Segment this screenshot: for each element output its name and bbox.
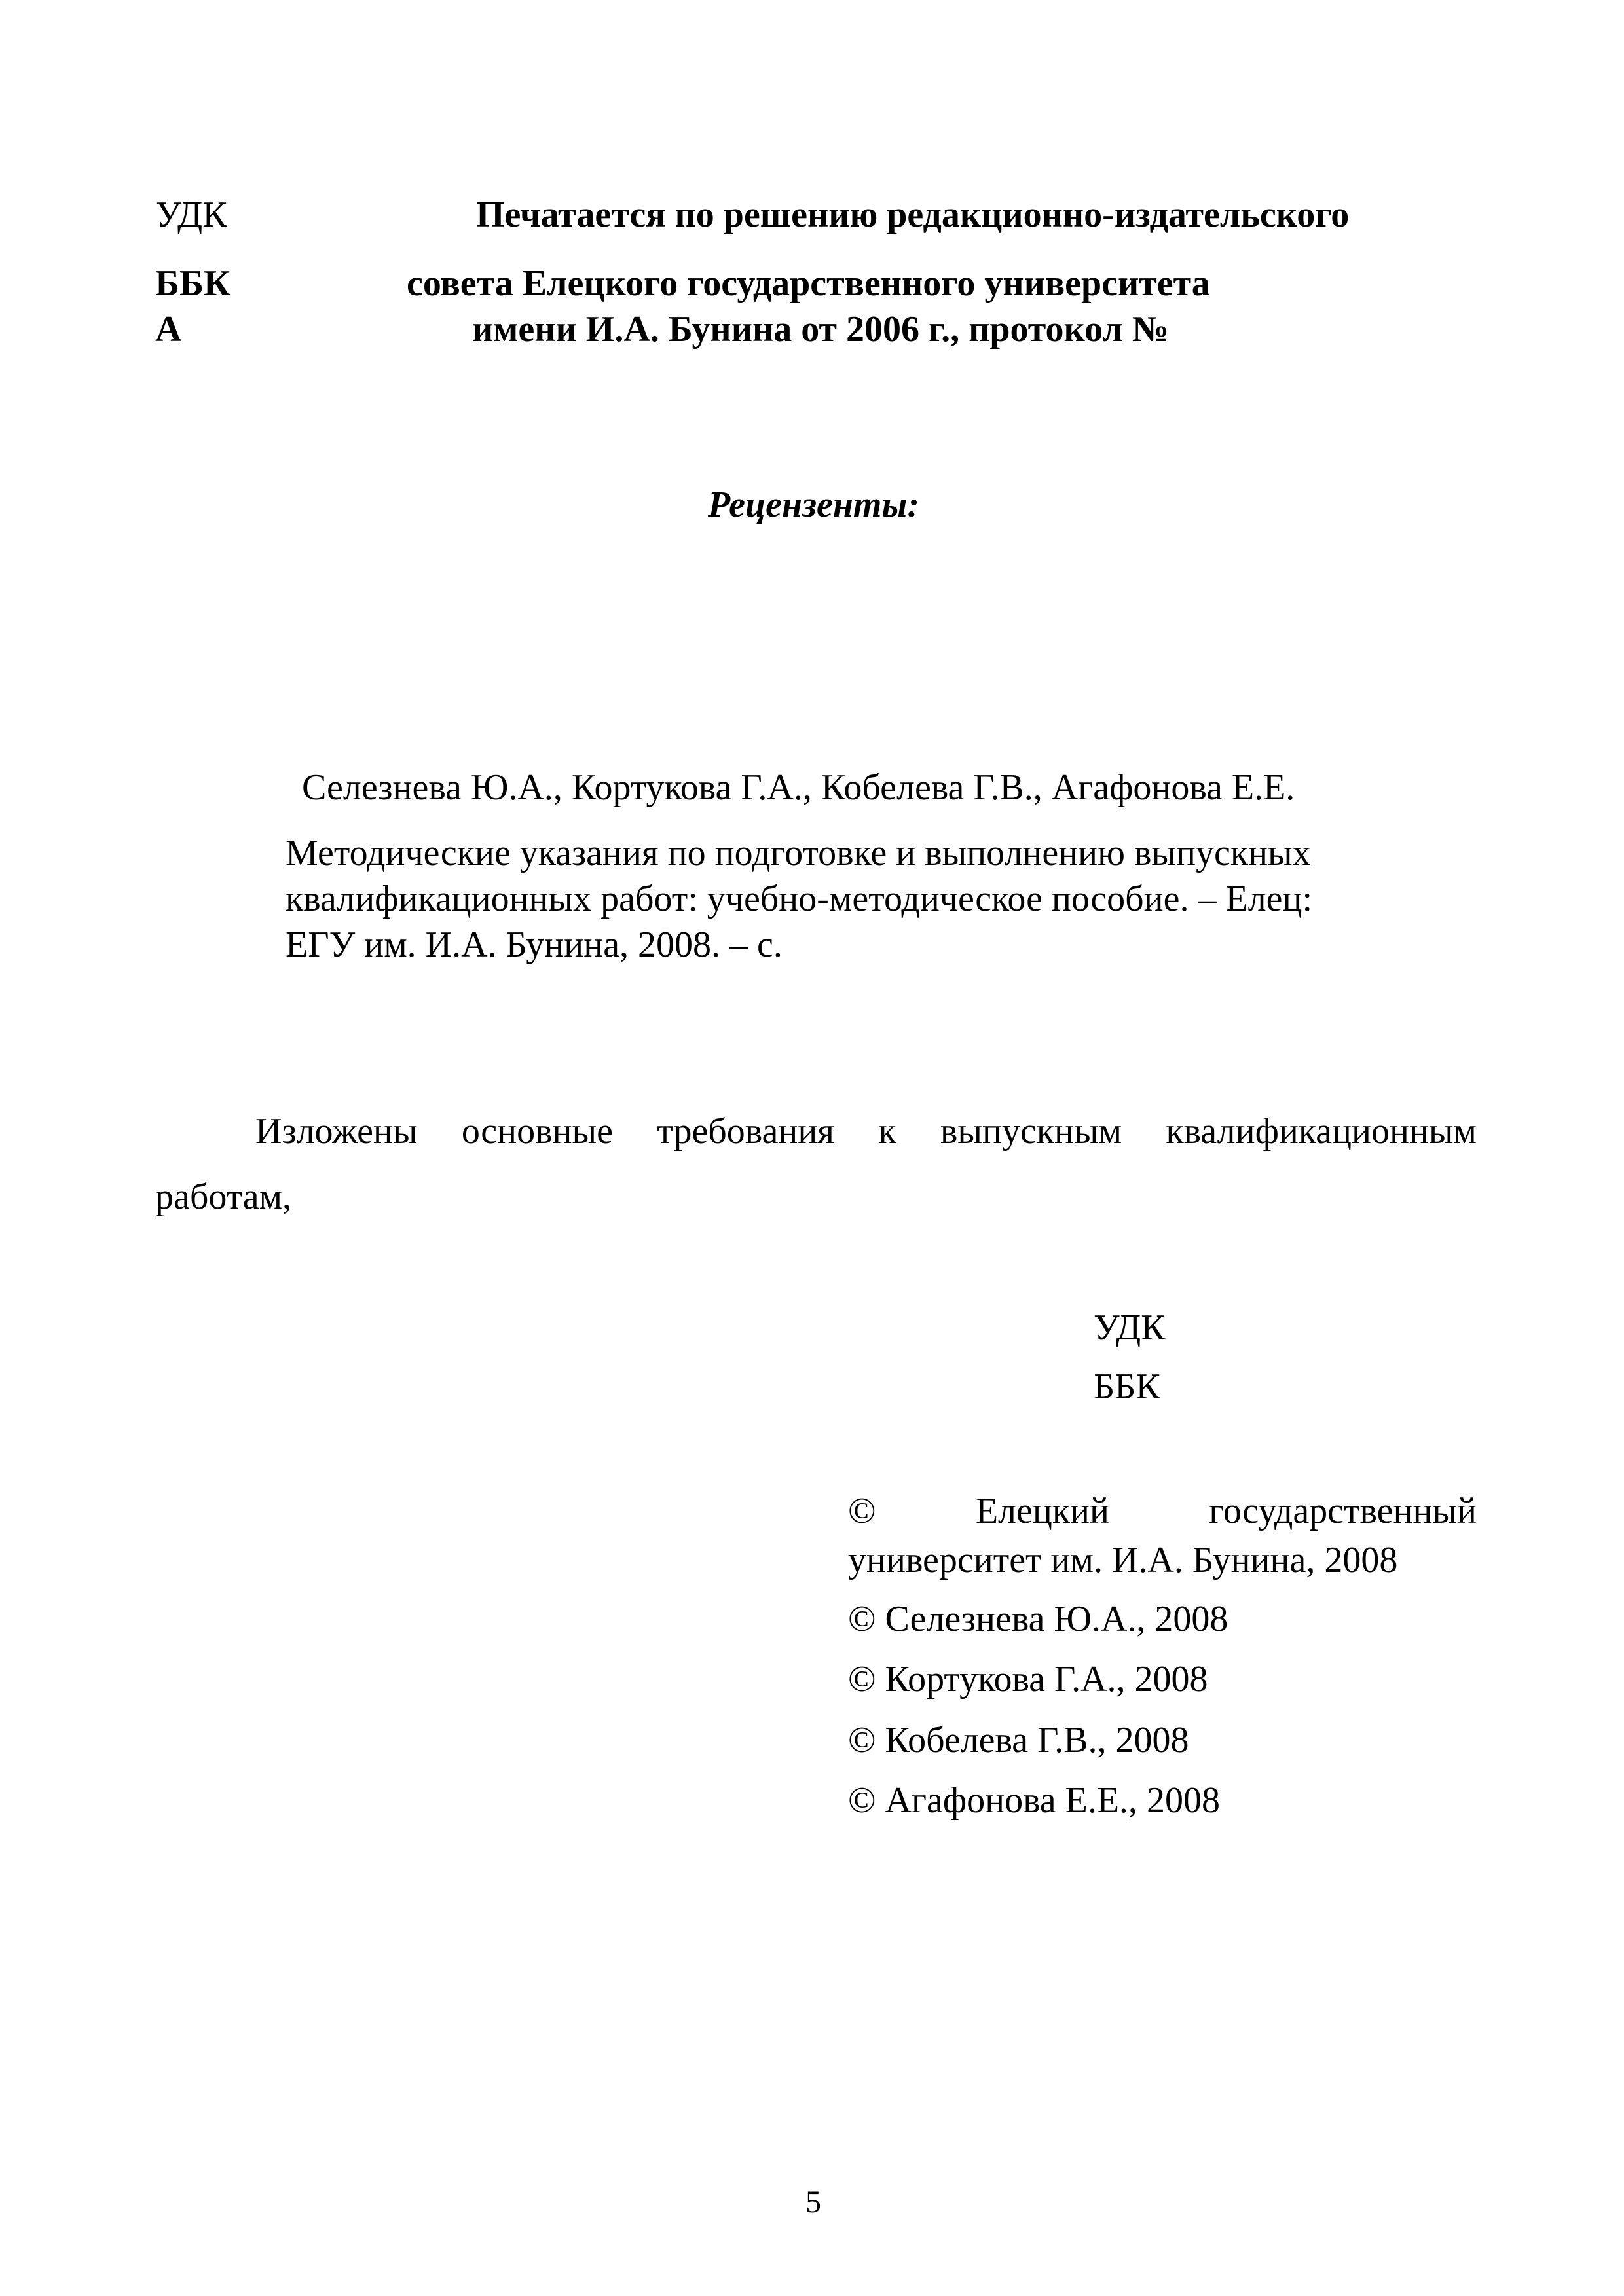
abstract-word: к: [878, 1111, 896, 1152]
abstract-line-1: [255, 1113, 1477, 1150]
copyright-author-1: © Селезнева Ю.А., 2008: [848, 1599, 1228, 1639]
page-number: 5: [805, 2185, 821, 2219]
abstract-word: требования: [657, 1111, 835, 1152]
classification-udk: УДК: [1094, 1307, 1166, 1348]
reviewers-heading: Рецензенты:: [708, 484, 919, 525]
bibliography-line-1: Методические указания по подготовке и выполнению выпускных: [286, 833, 1311, 873]
copyright-line-2: университет им. И.А. Бунина, 2008: [848, 1540, 1398, 1580]
publish-line-2: совета Елецкого государственного университета: [407, 263, 1210, 304]
copyright-word: ©: [848, 1491, 876, 1531]
authors-line: Селезнева Ю.А., Кортукова Г.А., Кобелева Г.В., Агафонова Е.Е.: [302, 767, 1295, 808]
abstract-word: выпускным: [940, 1111, 1122, 1152]
copyright-author-2: © Кортукова Г.А., 2008: [848, 1659, 1208, 1700]
copyright-word: государственный: [1209, 1491, 1477, 1531]
publish-line-1: Печатается по решению редакционно-издательского: [476, 194, 1350, 235]
abstract-word: основные: [461, 1111, 613, 1152]
abstract-line-2: работам,: [155, 1176, 292, 1217]
classification-bbk: ББК: [1094, 1366, 1160, 1407]
copyright-author-4: © Агафонова Е.Е., 2008: [848, 1780, 1221, 1821]
copyright-word: Елецкий: [975, 1491, 1109, 1531]
copyright-line-1: [848, 1493, 1477, 1529]
copyright-author-3: © Кобелева Г.В., 2008: [848, 1720, 1189, 1760]
udk-label: УДК: [155, 194, 227, 235]
bbk-label: ББК: [155, 263, 231, 304]
bibliography-line-2: квалификационных работ: учебно-методическое пособие. – Елец:: [286, 879, 1313, 919]
a-label: А: [155, 309, 182, 350]
abstract-word: Изложены: [255, 1111, 418, 1152]
publish-line-3: имени И.А. Бунина от 2006 г., протокол №: [472, 309, 1170, 350]
abstract-word: квалификационным: [1166, 1111, 1477, 1152]
bibliography-line-3: ЕГУ им. И.А. Бунина, 2008. – с.: [286, 924, 783, 965]
